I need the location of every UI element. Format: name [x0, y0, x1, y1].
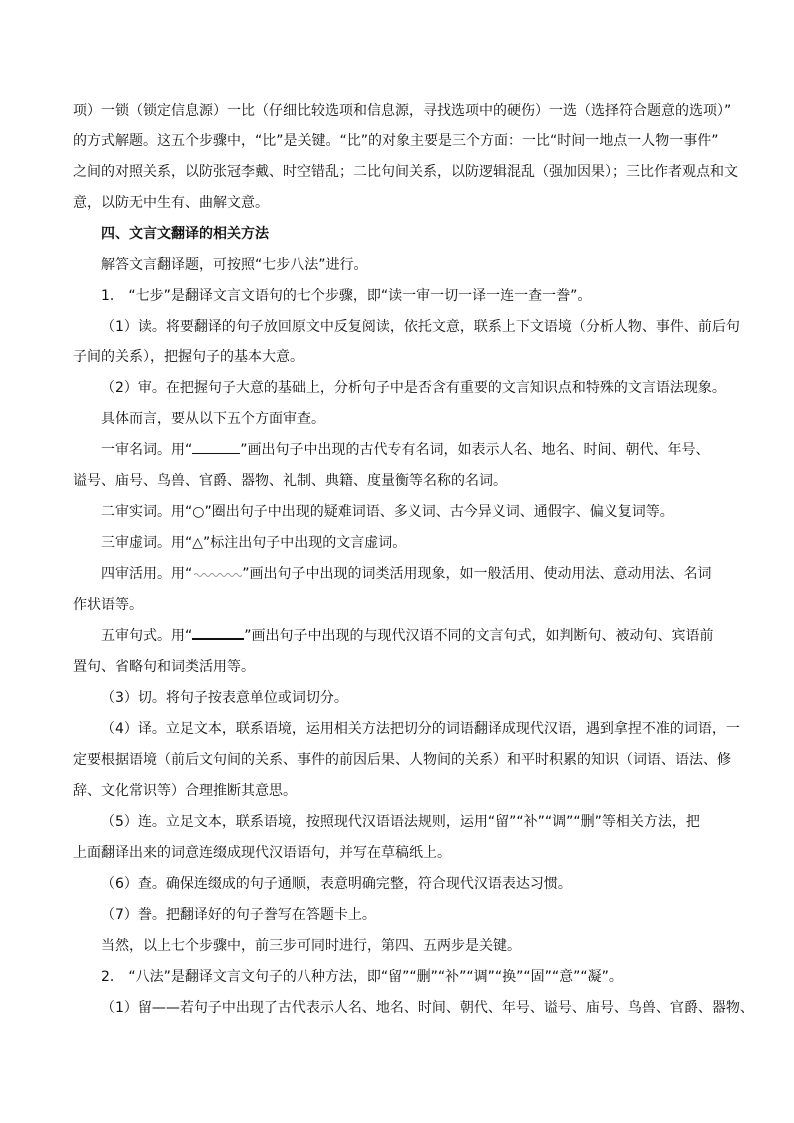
paragraph-line: [101, 621, 751, 652]
wavy-underline-mark: [192, 564, 242, 578]
paragraph-line: 置句、省略句和词类活用等。: [73, 659, 255, 675]
section-heading: 四、文言文翻译的相关方法: [101, 226, 269, 242]
paragraph-line: 具体而言，要从以下五个方面审查。: [101, 411, 325, 427]
paragraph-line: 意，以防无中生有、曲解文意。: [73, 195, 269, 211]
paragraph-line: [101, 559, 751, 590]
step-item: （6）查。确保连缀成的句子通顺，表意明确完整，符合现代汉语表达习惯。: [101, 876, 572, 892]
text-span: ”画出句子中出现的与现代汉语不同的文言句式，如判断句、被动句、宾语前: [244, 628, 714, 644]
text-span: ”画出句子中出现的词类活用现象，如一般活用、使动用法、意动用法、名词: [242, 566, 712, 582]
paragraph-line: 子间的关系），把握句子的基本大意。: [73, 349, 304, 365]
text-span: 一审名词。用“: [101, 442, 193, 458]
paragraph-line: 谥号、庙号、鸟兽、官爵、器物、礼制、典籍、度量衡等名称的名词。: [73, 473, 507, 489]
step-item: （4）译。立足文本，联系语境，运用相关方法把切分的词语翻译成现代汉语，遇到拿捏不准的词语，一: [101, 721, 740, 737]
paragraph-line: 项）一锁（锁定信息源）一比（仔细比较选项和信息源，寻找选项中的硬伤）一选（选择符合题意的选项）”: [73, 103, 732, 119]
step-item: （7）誊。把翻译好的句子誊写在答题卡上。: [101, 907, 376, 923]
step-item: （5）连。立足文本，联系语境，按照现代汉语语法规则，运用“留”“补”“调”“删”等相关方法，把: [101, 814, 700, 830]
paragraph-line: 辞、文化常识等）合理推断其意思。: [73, 783, 297, 799]
paragraph-line: 二审实词。用“○”圈出句子中出现的疑难词语、多义词、古今异义词、通假字、偏义复词等。: [101, 504, 674, 520]
text-span: ”画出句子中出现的古代专有名词，如表示人名、地名、时间、朝代、年号、: [240, 442, 710, 458]
paragraph-line: 定要根据语境（前后文句间的关系、事件的前因后果、人物间的关系）和平时积累的知识（词语、语法、修: [73, 752, 731, 768]
step-item: （1）留——若句子中出现了古代表示人名、地名、时间、朝代、年号、谥号、庙号、鸟兽、官爵、器物、: [101, 1000, 754, 1016]
thin-underline-mark: [192, 441, 240, 454]
paragraph-line: 作状语等。: [73, 597, 143, 613]
paragraph-line: 当然，以上七个步骤中，前三步可同时进行，第四、五两步是关键。: [101, 938, 521, 954]
paragraph-line: 之间的对照关系，以防张冠李戴、时空错乱；二比句间关系，以防逻辑混乱（强加因果）；三比作者观点和文: [73, 164, 738, 180]
paragraph-line: 三审虚词。用“△”标注出句子中出现的文言虚词。: [101, 535, 407, 551]
numbered-item: 1． “七步”是翻译文言文语句的七个步骤，即“读一审一切一译一连一查一誊”。: [101, 288, 592, 304]
paragraph-line: 解答文言翻译题，可按照“七步八法”进行。: [101, 257, 368, 273]
thick-underline-mark: [192, 626, 244, 640]
text-span: 五审句式。用“: [101, 628, 193, 644]
step-item: （2）审。在把握句子大意的基础上，分析句子中是否含有重要的文言知识点和特殊的文言语法现象。: [101, 380, 726, 396]
text-span: 四审活用。用“: [101, 566, 193, 582]
paragraph-line: [101, 435, 751, 466]
step-item: （3）切。将句子按表意单位或词切分。: [101, 690, 348, 706]
paragraph-line: 上面翻译出来的词意连缀成现代汉语语句，并写在草稿纸上。: [73, 845, 451, 861]
numbered-item: 2． “八法”是翻译文言文句子的八种方法，即“留”“删”“补”“调”“换”“固”“意”“凝”。: [101, 969, 623, 985]
step-item: （1）读。将要翻译的句子放回原文中反复阅读，依托文意，联系上下文语境（分析人物、事件、前后句: [101, 319, 740, 335]
paragraph-line: 的方式解题。这五个步骤中，“比”是关键。“比”的对象主要是三个方面：一比“时间一地点一人物一事件”: [73, 133, 719, 149]
